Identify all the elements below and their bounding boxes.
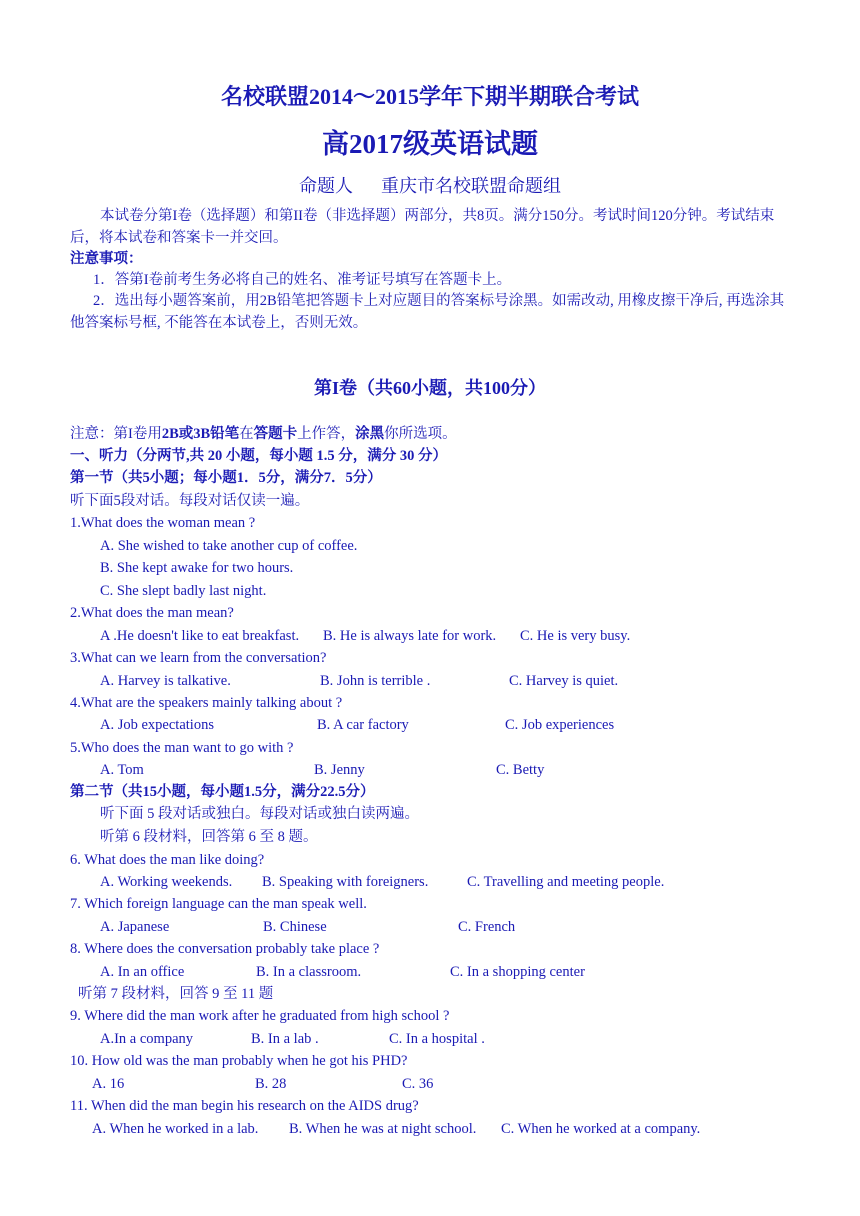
question-2-stem: 2.What does the man mean? xyxy=(70,605,234,621)
question-10-option-c: C. 36 xyxy=(402,1076,434,1092)
question-6-option-b: B. Speaking with foreigners. xyxy=(262,874,429,890)
question-6-stem: 6. What does the man like doing? xyxy=(70,852,265,868)
material-7-instruction: 听第 7 段材料，回答 9 至 11 题 xyxy=(78,986,274,1002)
part1-note: 注意：第I卷用2B或3B铅笔在答题卡上作答，涂黑你所选项。 xyxy=(70,426,457,442)
question-1-option-b: B. She kept awake for two hours. xyxy=(100,560,294,576)
question-6-option-a: A. Working weekends. xyxy=(100,874,233,890)
question-8-stem: 8. Where does the conversation probably take place ? xyxy=(70,941,380,957)
question-7-option-a: A. Japanese xyxy=(100,919,170,935)
question-9-option-b: B. In a lab . xyxy=(251,1031,319,1047)
section1-instruction: 听下面5段对话。每段对话仅读一遍。 xyxy=(70,493,310,509)
question-2-option-b: B. He is always late for work. xyxy=(323,628,497,644)
question-11-stem: 11. When did the man begin his research on the AIDS drug? xyxy=(70,1098,419,1114)
question-4-option-b: B. A car factory xyxy=(317,717,409,733)
question-2-option-a: A .He doesn't like to eat breakfast. xyxy=(100,628,300,644)
question-5-option-b: B. Jenny xyxy=(314,762,365,778)
question-3-option-c: C. Harvey is quiet. xyxy=(509,673,619,689)
question-3-option-a: A. Harvey is talkative. xyxy=(100,673,231,689)
question-3-option-b: B. John is terrible . xyxy=(320,673,431,689)
exam-author xyxy=(0,172,860,198)
question-10-option-a: A. 16 xyxy=(92,1076,125,1092)
section2-instruction: 听下面 5 段对话或独白。每段对话或独白读两遍。 xyxy=(100,806,419,822)
question-7-stem: 7. Which foreign language can the man speak well. xyxy=(70,896,367,912)
author-label: 命题人 xyxy=(299,176,353,196)
exam-subtitle: 高2017级英语试题 xyxy=(322,129,538,159)
section2-heading: 第二节（共15小题，每小题1.5分，满分22.5分） xyxy=(70,784,375,800)
question-7-option-b: B. Chinese xyxy=(263,919,327,935)
question-1-stem: 1.What does the woman mean ? xyxy=(70,515,256,531)
notice-item-1: 1．答第I卷前考生务必将自己的姓名、准考证号填写在答题卡上。 xyxy=(93,272,512,288)
exam-title: 名校联盟2014～2015学年下期半期联合考试 xyxy=(220,84,639,109)
question-4-option-a: A. Job expectations xyxy=(100,717,214,733)
question-8-option-a: A. In an office xyxy=(100,964,185,980)
part1-title: 第I卷（共60小题，共100分） xyxy=(313,378,546,398)
question-4-stem: 4.What are the speakers mainly talking about ? xyxy=(70,695,343,711)
author-name: 重庆市名校联盟命题组 xyxy=(381,176,561,196)
notice-item-2: 2．选出每小题答案前，用2B铅笔把答题卡上对应题目的答案标号涂黑。如需改动, 用橡皮擦干净后, 再选涂其他答案标号框, 不能答在本试卷上，否则无效。 xyxy=(70,293,785,331)
question-8-option-c: C. In a shopping center xyxy=(450,964,585,980)
notice-heading: 注意事项： xyxy=(70,251,143,267)
material-6-instruction: 听第 6 段材料，回答第 6 至 8 题。 xyxy=(100,829,318,845)
question-5-option-a: A. Tom xyxy=(100,762,144,778)
question-9-option-c: C. In a hospital . xyxy=(389,1031,485,1047)
question-1-option-a: A. She wished to take another cup of coffee. xyxy=(100,538,358,554)
intro-paragraph: 本试卷分第I卷（选择题）和第II卷（非选择题）两部分，共8页。满分150分。考试时间120分钟。考试结束后，将本试卷和答案卡一并交回。 xyxy=(70,208,775,246)
question-3-stem: 3.What can we learn from the conversation? xyxy=(70,650,327,666)
question-4-option-c: C. Job experiences xyxy=(505,717,615,733)
question-2-option-c: C. He is very busy. xyxy=(520,628,631,644)
question-10-stem: 10. How old was the man probably when he got his PHD? xyxy=(70,1053,408,1069)
question-7-option-c: C. French xyxy=(458,919,516,935)
question-1-option-c: C. She slept badly last night. xyxy=(100,583,267,599)
question-5-stem: 5.Who does the man want to go with ? xyxy=(70,740,294,756)
question-9-option-a: A.In a company xyxy=(100,1031,194,1047)
question-11-option-b: B. When he was at night school. xyxy=(289,1121,477,1137)
question-9-stem: 9. Where did the man work after he graduated from high school ? xyxy=(70,1008,450,1024)
question-11-option-a: A. When he worked in a lab. xyxy=(92,1121,259,1137)
section1-heading: 第一节（共5小题；每小题1．5分，满分7．5分） xyxy=(70,470,382,486)
question-5-option-c: C. Betty xyxy=(496,762,545,778)
listening-heading: 一、听力（分两节,共 20 小题，每小题 1.5 分，满分 30 分） xyxy=(70,448,447,464)
question-11-option-c: C. When he worked at a company. xyxy=(501,1121,701,1137)
question-6-option-c: C. Travelling and meeting people. xyxy=(467,874,665,890)
question-8-option-b: B. In a classroom. xyxy=(256,964,362,980)
question-10-option-b: B. 28 xyxy=(255,1076,287,1092)
